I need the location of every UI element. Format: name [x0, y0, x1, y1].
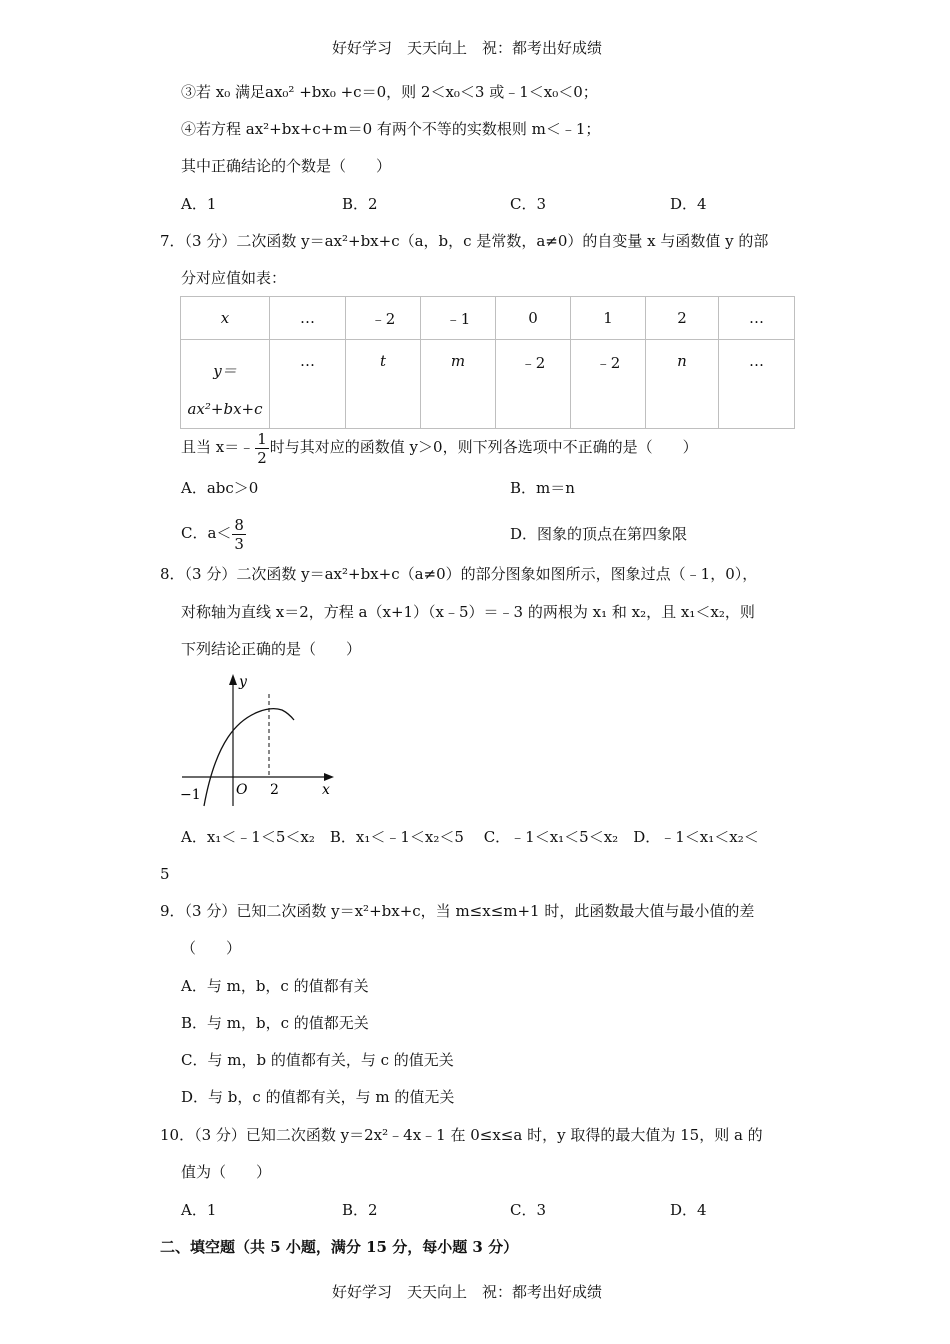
- section-heading-fill-in: 二、填空题（共 5 小题，满分 15 分，每小题 3 分）: [160, 1238, 519, 1256]
- q6-statement-3: ③若 x₀ 满足ax₀² +bx₀ +c＝0，则 2＜x₀＜3 或﹣1＜x₀＜0；: [181, 83, 598, 101]
- q9-option-d: D．与 b，c 的值都有关，与 m 的值无关: [181, 1088, 455, 1106]
- q7-option-c: [181, 514, 247, 553]
- table-cell: ﹣2: [571, 340, 646, 429]
- q8-stem-line1: 8．（3 分）二次函数 y＝ax²+bx+c（a≠0）的部分图象如图所示，图象过点（﹣1，0），: [160, 565, 758, 583]
- option-c-prefix: C．a＜: [181, 524, 232, 542]
- q6-statement-4: ④若方程 ax²+bx+c+m＝0 有两个不等的实数根则 m＜﹣1；: [181, 120, 601, 138]
- q10-option-d: D．4: [670, 1201, 707, 1219]
- table-cell: …: [719, 297, 795, 340]
- q7-stem-line1: 7．（3 分）二次函数 y＝ax²+bx+c（a，b，c 是常数，a≠0）的自变量 x 与函数值 y 的部: [160, 232, 769, 250]
- q10-stem-line1: 10．（3 分）已知二次函数 y＝2x²﹣4x﹣1 在 0≤x≤a 时，y 取得的最大值为 15，则 a 的: [160, 1126, 763, 1144]
- q6-option-d: D．4: [670, 195, 707, 213]
- fraction-numerator: 1: [257, 429, 267, 448]
- table-cell: n: [646, 340, 719, 429]
- q6-option-c: C．3: [510, 195, 547, 213]
- q9-option-b: B．与 m，b，c 的值都无关: [181, 1014, 369, 1032]
- x-axis-arrow-icon: [324, 773, 334, 781]
- quadratic-expression: ax²+bx+c: [187, 400, 263, 418]
- table-row: [181, 297, 795, 340]
- page-header: 好好学习 天天向上 祝：都考出好成绩: [332, 39, 603, 57]
- neg-one-label: −1: [180, 787, 201, 803]
- q7-option-a: A．abc＞0: [181, 479, 259, 497]
- table-cell: …: [719, 340, 795, 429]
- q6-option-a: A．1: [181, 195, 217, 213]
- condition-suffix: 时与其对应的函数值 y＞0，则下列各选项中不正确的是（ ）: [269, 438, 698, 456]
- y-axis-arrow-icon: [229, 674, 237, 685]
- q7-option-d: D．图象的顶点在第四象限: [510, 525, 688, 543]
- q9-stem-line2: （ ）: [181, 939, 242, 957]
- table-cell: 0: [496, 297, 571, 340]
- table-cell: ﹣2: [496, 340, 571, 429]
- fraction-numerator: 8: [234, 515, 244, 534]
- x-axis-label: x: [322, 782, 330, 798]
- q7-condition: [181, 428, 698, 467]
- table-cell: …: [270, 340, 346, 429]
- condition-prefix: 且当 x＝﹣: [181, 438, 255, 456]
- page-footer: 好好学习 天天向上 祝：都考出好成绩: [332, 1283, 603, 1301]
- table-cell: m: [421, 340, 496, 429]
- fraction-eight-thirds: [232, 516, 246, 553]
- y-equals-label: y＝: [213, 362, 237, 380]
- table-header-cell: [181, 340, 270, 429]
- q6-question: 其中正确结论的个数是（ ）: [181, 157, 392, 175]
- table-cell: t: [346, 340, 421, 429]
- q7-option-b: B．m＝n: [510, 479, 575, 497]
- table-row: [181, 340, 795, 429]
- table-cell: ﹣1: [421, 297, 496, 340]
- q10-option-c: C．3: [510, 1201, 547, 1219]
- q9-option-c: C．与 m，b 的值都有关，与 c 的值无关: [181, 1051, 454, 1069]
- q8-stem-line2: 对称轴为直线 x＝2，方程 a（x+1）（x﹣5）＝﹣3 的两根为 x₁ 和 x₂，且 x₁＜x₂，则: [181, 603, 755, 621]
- q7-stem-line2: 分对应值如表：: [181, 269, 287, 287]
- q9-option-a: A．与 m，b，c 的值都有关: [181, 977, 369, 995]
- q8-options: A．x₁＜﹣1＜5＜x₂ B．x₁＜﹣1＜x₂＜5 C．﹣1＜x₁＜5＜x₂ D．﹣1＜x₁＜x₂＜: [181, 828, 759, 846]
- table-cell: …: [270, 297, 346, 340]
- q10-option-a: A．1: [181, 1201, 217, 1219]
- table-cell: 2: [646, 297, 719, 340]
- fraction-denominator: 2: [257, 448, 267, 467]
- q8-parabola-graph: [178, 670, 338, 810]
- q9-stem-line1: 9．（3 分）已知二次函数 y＝x²+bx+c，当 m≤x≤m+1 时，此函数最大值与最小值的差: [160, 902, 755, 920]
- q10-stem-line2: 值为（ ）: [181, 1163, 272, 1181]
- q6-option-b: B．2: [342, 195, 378, 213]
- q10-option-b: B．2: [342, 1201, 378, 1219]
- origin-label: O: [236, 782, 248, 798]
- table-cell: ﹣2: [346, 297, 421, 340]
- q8-stem-line3: 下列结论正确的是（ ）: [181, 640, 362, 658]
- q8-options-wrap: 5: [160, 865, 170, 883]
- two-label: 2: [270, 782, 279, 798]
- q7-value-table: [180, 296, 795, 429]
- fraction-one-half: [255, 430, 269, 467]
- parabola-curve: [204, 709, 294, 806]
- table-cell: x: [181, 297, 270, 340]
- table-cell: 1: [571, 297, 646, 340]
- y-axis-label: y: [239, 674, 247, 690]
- fraction-denominator: 3: [234, 534, 244, 553]
